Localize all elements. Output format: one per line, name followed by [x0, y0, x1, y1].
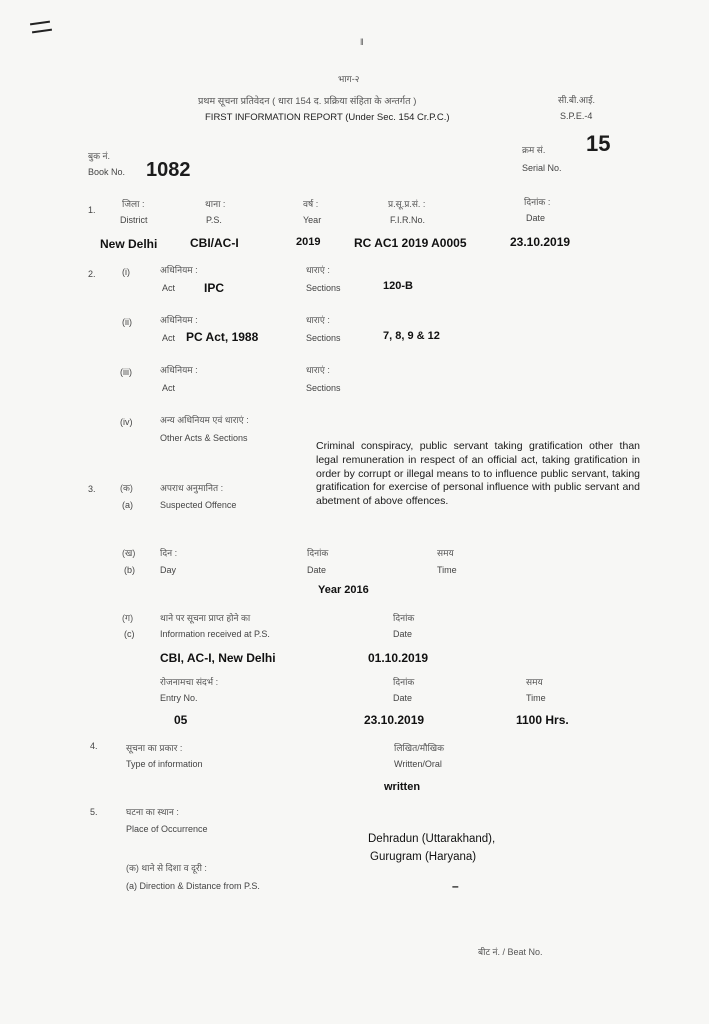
info-date-hindi: दिनांक	[393, 613, 415, 623]
entry-date-label: Date	[393, 693, 413, 703]
sections-value: 120-B	[383, 280, 413, 292]
sections-label: Sections	[306, 383, 341, 393]
ps-label: P.S.	[206, 215, 222, 225]
entry-hindi: रोजनामचा संदर्भ :	[160, 677, 219, 687]
section-number: 5.	[90, 807, 98, 817]
other-acts-label: Other Acts & Sections	[160, 433, 248, 443]
day-label: Day	[160, 565, 177, 575]
act-label: Act	[162, 383, 176, 393]
section-number: 3.	[88, 484, 96, 494]
form-ref: S.P.E.-4	[560, 111, 593, 121]
direction-label: (a) Direction & Distance from P.S.	[126, 881, 260, 891]
district-label: District	[120, 215, 148, 225]
suspected-offence-hindi: अपराध अनुमानित :	[160, 483, 224, 493]
sections-hindi: धाराएं :	[306, 365, 330, 375]
year-line: Year 2016	[318, 584, 369, 596]
info-type-label: Type of information	[126, 759, 203, 769]
sections-hindi: धाराएं :	[306, 265, 330, 275]
corner-mark	[32, 29, 52, 34]
sub-index-hindi: (ग)	[122, 613, 134, 623]
corner-mark	[30, 21, 50, 26]
year-value: 2019	[296, 236, 321, 248]
date-hindi: दिनांक :	[524, 197, 551, 207]
sections-hindi: धाराएं :	[306, 315, 330, 325]
district-hindi: जिला :	[122, 199, 145, 209]
serial-no-hindi: क्रम सं.	[522, 145, 546, 155]
section-number: 2.	[88, 269, 96, 279]
time-hindi: समय	[437, 548, 454, 558]
suspected-offence-label: Suspected Offence	[160, 500, 237, 510]
entry-time-value: 1100 Hrs.	[516, 713, 569, 727]
direction-hindi: (क) थाने से दिशा व दूरी :	[126, 863, 207, 873]
sub-index-hindi: (क)	[120, 483, 133, 493]
info-date-label: Date	[393, 629, 413, 639]
time-label: Time	[437, 565, 457, 575]
book-no-value: 1082	[146, 159, 191, 181]
date-label: Date	[526, 213, 546, 223]
year-hindi: वर्ष :	[303, 199, 319, 209]
offence-description: Criminal conspiracy, public servant taking gratification other than legal remuneration in respect of an official act, taking gratification in order by corrupt or illegal means to to influence public servant, taking gratification for exercise of personal influence with public servant and abetment of above offences.	[316, 440, 640, 508]
act-label: Act	[162, 283, 176, 293]
serial-no-value: 15	[586, 131, 611, 156]
received-at-value: CBI, AC-I, New Delhi	[160, 651, 276, 665]
book-no-label: Book No.	[88, 167, 126, 177]
date-hindi: दिनांक	[307, 548, 329, 558]
entry-time-label: Time	[526, 693, 546, 703]
district-value: New Delhi	[100, 237, 158, 251]
place-label: Place of Occurrence	[126, 824, 208, 834]
entry-date-value: 23.10.2019	[364, 713, 425, 727]
place-hindi: घटना का स्थान :	[126, 807, 179, 817]
sub-index: (c)	[124, 629, 135, 639]
act-label: Act	[162, 333, 176, 343]
book-no-hindi: बुक नं.	[88, 151, 111, 161]
act-value: IPC	[204, 281, 225, 295]
info-received-hindi: थाने पर सूचना प्राप्त होने का	[160, 613, 251, 623]
act-row-index: (iv)	[120, 417, 133, 427]
mode-label: Written/Oral	[394, 759, 442, 769]
fir-hindi: प्र.सू.प्र.सं. :	[388, 199, 426, 209]
title-hindi: प्रथम सूचना प्रतिवेदन ( धारा 154 द. प्रक्रिया संहिता के अन्तर्गत )	[198, 96, 417, 107]
info-type-hindi: सूचना का प्रकार :	[126, 743, 183, 753]
ps-hindi: थाना :	[205, 199, 226, 209]
act-hindi: अधिनियम :	[160, 265, 198, 275]
fir-label: F.I.R.No.	[390, 215, 426, 225]
day-hindi: दिन :	[160, 548, 178, 558]
act-value: PC Act, 1988	[186, 330, 259, 344]
entry-label: Entry No.	[160, 693, 198, 703]
direction-value: –	[452, 879, 459, 893]
act-row-index: (iii)	[120, 367, 132, 377]
ps-value: CBI/AC-I	[190, 236, 239, 250]
beat-no-label: बीट नं. / Beat No.	[478, 947, 543, 957]
info-received-label: Information received at P.S.	[160, 629, 270, 639]
act-hindi: अधिनियम :	[160, 365, 198, 375]
mode-hindi: लिखित/मौखिक	[394, 743, 445, 753]
serial-no-label: Serial No.	[522, 163, 562, 173]
sub-index: (b)	[124, 565, 135, 575]
other-acts-hindi: अन्य अधिनियम एवं धाराएं :	[160, 415, 249, 425]
sub-index: (a)	[122, 500, 133, 510]
annex-label: भाग-२	[338, 74, 360, 84]
section-number: 4.	[90, 741, 98, 751]
mode-value: written	[384, 781, 421, 793]
entry-time-hindi: समय	[526, 677, 543, 687]
page-mark: ‖	[360, 37, 364, 47]
act-row-index: (ii)	[122, 317, 132, 327]
sections-value: 7, 8, 9 & 12	[383, 330, 440, 342]
received-date-value: 01.10.2019	[368, 651, 429, 665]
place-line-1: Dehradun (Uttarakhand),	[368, 833, 496, 845]
date-label: Date	[307, 565, 327, 575]
act-row-index: (i)	[122, 267, 130, 277]
act-hindi: अधिनियम :	[160, 315, 198, 325]
form-ref-hindi: सी.बी.आई.	[558, 95, 596, 105]
sub-index-hindi: (ख)	[122, 548, 136, 558]
entry-date-hindi: दिनांक	[393, 677, 415, 687]
place-line-2: Gurugram (Haryana)	[370, 851, 477, 863]
title-english: FIRST INFORMATION REPORT (Under Sec. 154 Cr.P.C.)	[205, 112, 450, 123]
sections-label: Sections	[306, 283, 341, 293]
section-number: 1.	[88, 205, 96, 215]
year-label: Year	[303, 215, 322, 225]
sections-label: Sections	[306, 333, 341, 343]
entry-no-value: 05	[174, 713, 188, 727]
date-value: 23.10.2019	[510, 235, 571, 249]
fir-value: RC AC1 2019 A0005	[354, 236, 467, 250]
